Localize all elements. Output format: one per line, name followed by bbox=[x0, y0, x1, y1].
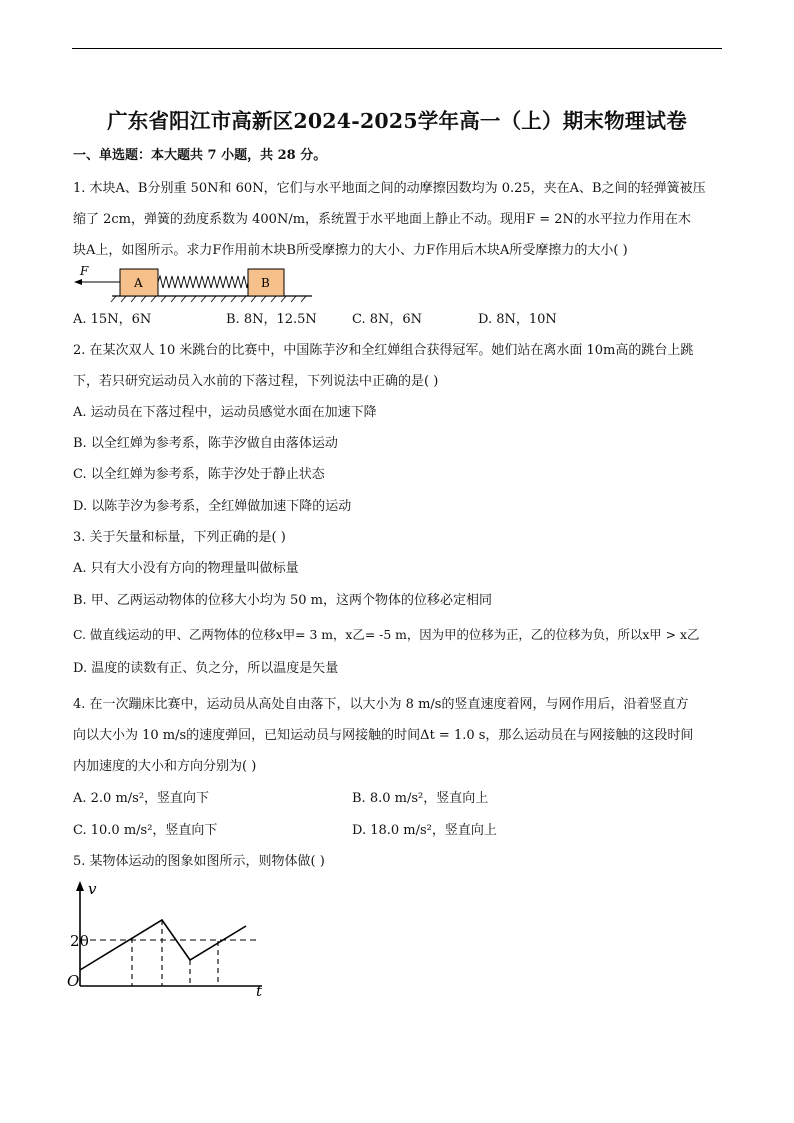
t-axis-label: t bbox=[256, 982, 263, 1000]
tick-20-label: 20 bbox=[70, 932, 90, 950]
q1-spring-block-figure bbox=[72, 260, 322, 306]
v-axis-arrowhead bbox=[76, 881, 84, 891]
q5-vt-graph bbox=[66, 878, 276, 1002]
q1-line-2: 缩了 2cm，弹簧的劲度系数为 400N/m，系统置于水平地面上静止不动。现用F = 2N的水平拉力作用在木 bbox=[73, 212, 691, 227]
q4-option-b: B. 8.0 m/s²，竖直向上 bbox=[352, 791, 489, 806]
q4-line-1: 4. 在一次蹦床比赛中，运动员从高处自由落下，以大小为 8 m/s的竖直速度着网，与网作用后，沿着竖直方 bbox=[73, 697, 689, 712]
q5-line-1: 5. 某物体运动的图象如图所示，则物体做( ) bbox=[73, 854, 325, 869]
q4-option-c: C. 10.0 m/s²，竖直向下 bbox=[73, 823, 218, 838]
page-title: 广东省阳江市高新区2024-2025学年高一（上）期末物理试卷 bbox=[107, 109, 687, 133]
q1-line-3: 块A上，如图所示。求力F作用前木块B所受摩擦力的大小、力F作用后木块A所受摩擦力的大小( ) bbox=[73, 243, 628, 258]
q2-option-d: D. 以陈芋汐为参考系，全红婵做加速下降的运动 bbox=[73, 499, 352, 514]
q1-line-1: 1. 木块A、B分别重 50N和 60N，它们与水平地面之间的动摩擦因数均为 0.25，夹在A、B之间的轻弹簧被压 bbox=[73, 181, 706, 196]
q2-option-c: C. 以全红婵为参考系，陈芋汐处于静止状态 bbox=[73, 467, 325, 482]
q4-line-2: 向以大小为 10 m/s的速度弹回，已知运动员与网接触的时间Δt = 1.0 s，那么运动员在与网接触的这段时间 bbox=[73, 728, 694, 743]
q3-option-a: A. 只有大小没有方向的物理量叫做标量 bbox=[73, 561, 299, 576]
q2-line-2: 下，若只研究运动员入水前的下落过程，下列说法中正确的是( ) bbox=[73, 374, 439, 389]
force-arrowhead bbox=[74, 279, 82, 285]
q4-option-d: D. 18.0 m/s²，竖直向上 bbox=[352, 823, 497, 838]
force-label: F bbox=[80, 264, 89, 278]
q2-option-a: A. 运动员在下落过程中，运动员感觉水面在加速下降 bbox=[73, 405, 377, 420]
section-heading: 一、单选题：本大题共 7 小题，共 28 分。 bbox=[73, 148, 327, 163]
velocity-line bbox=[80, 920, 246, 970]
header-rule bbox=[72, 48, 722, 49]
q3-option-d: D. 温度的读数有正、负之分，所以温度是矢量 bbox=[73, 661, 339, 676]
spring bbox=[158, 276, 248, 288]
q4-option-a: A. 2.0 m/s²，竖直向下 bbox=[73, 791, 210, 806]
q4-line-3: 内加速度的大小和方向分别为( ) bbox=[73, 759, 257, 774]
q1-option-c: C. 8N，6N bbox=[352, 312, 423, 327]
q2-line-1: 2. 在某次双人 10 米跳台的比赛中，中国陈芋汐和全红婵组合获得冠军。她们站在离水面 10m高的跳台上跳 bbox=[73, 343, 694, 358]
q3-option-b: B. 甲、乙两运动物体的位移大小均为 50 m，这两个物体的位移必定相同 bbox=[73, 593, 492, 608]
q3-option-c: C. 做直线运动的甲、乙两物体的位移x甲= 3 m，x乙= -5 m，因为甲的位移为正，乙的位移为负，所以x甲 > x乙 bbox=[73, 627, 700, 642]
block-a-label: A bbox=[134, 276, 143, 290]
q2-option-b: B. 以全红婵为参考系，陈芋汐做自由落体运动 bbox=[73, 436, 338, 451]
q3-line-1: 3. 关于矢量和标量，下列正确的是( ) bbox=[73, 530, 286, 545]
q1-option-b: B. 8N，12.5N bbox=[226, 312, 317, 327]
v-axis-label: v bbox=[88, 880, 97, 898]
block-b-label: B bbox=[261, 276, 270, 290]
q1-option-a: A. 15N，6N bbox=[73, 312, 152, 327]
origin-label: O bbox=[67, 972, 80, 990]
q1-option-d: D. 8N，10N bbox=[478, 312, 557, 327]
ground-hatching bbox=[111, 296, 306, 302]
